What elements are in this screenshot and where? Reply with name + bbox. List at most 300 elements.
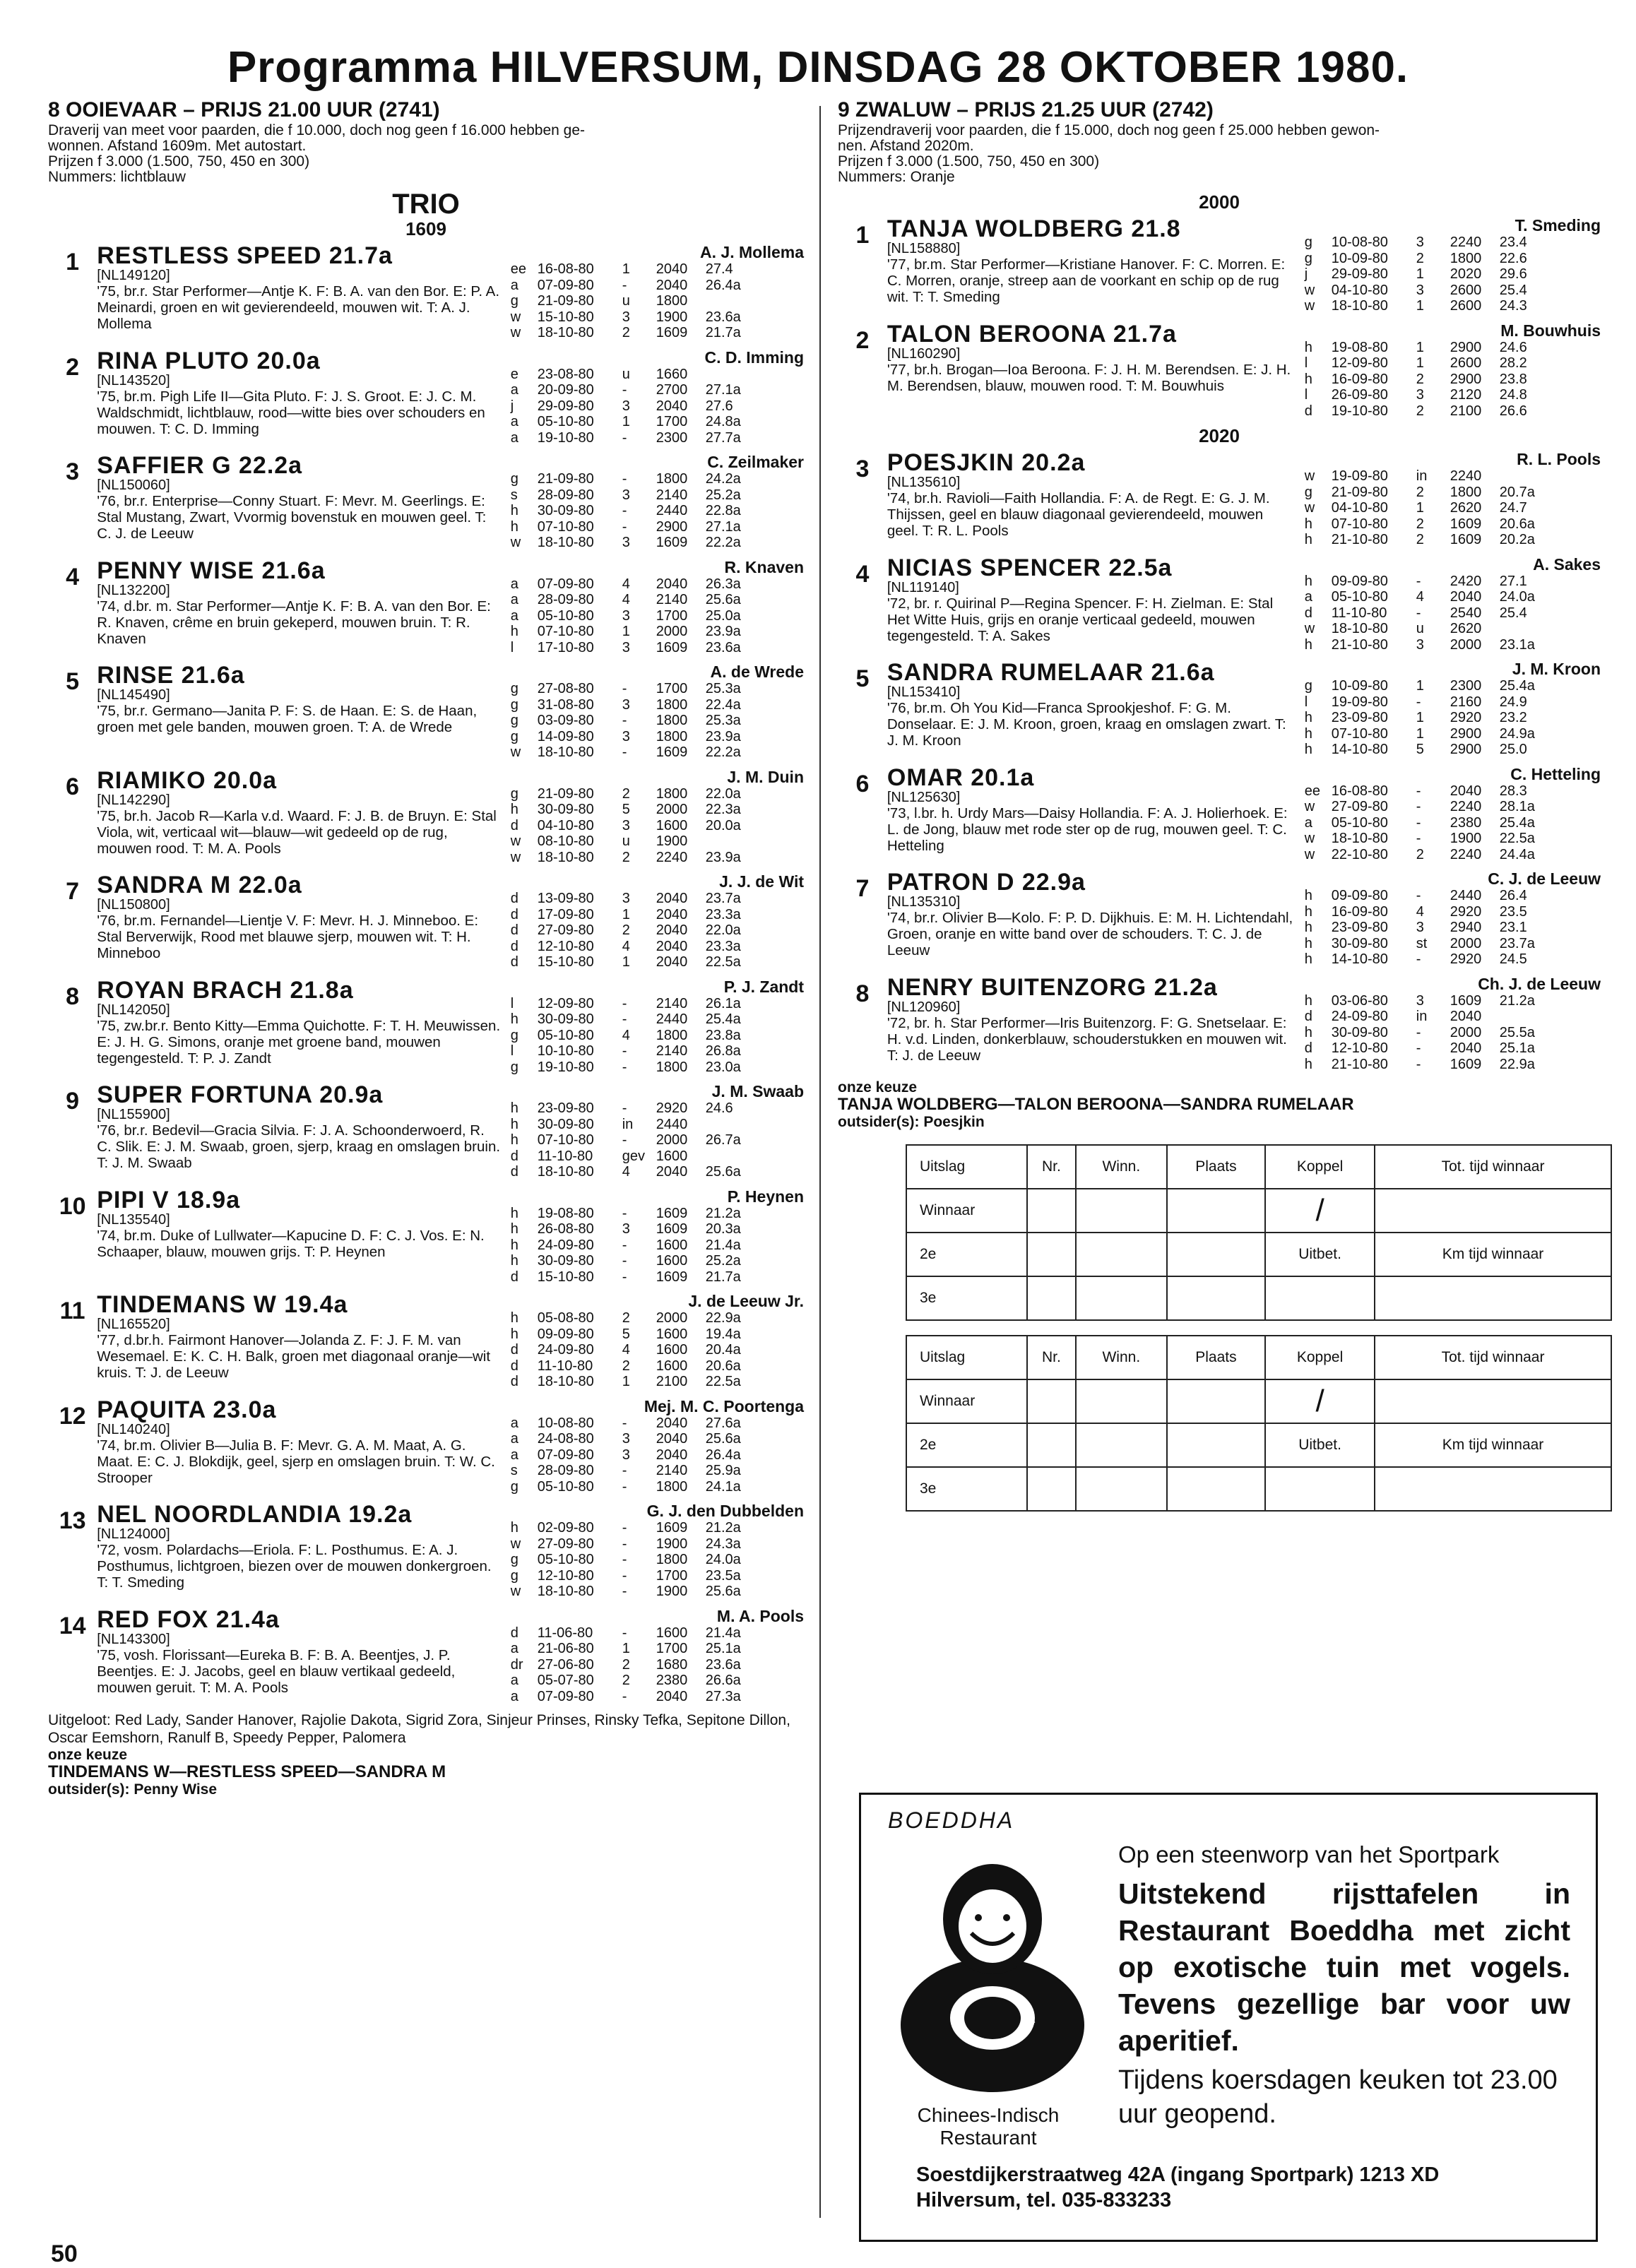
form-distance: 2000 xyxy=(1450,1024,1482,1040)
form-track: h xyxy=(1304,920,1312,935)
form-track: ee xyxy=(1304,783,1321,799)
form-date: 14-09-80 xyxy=(537,728,594,744)
form-date: 09-09-80 xyxy=(1331,888,1388,903)
form-date: 04-10-80 xyxy=(1331,282,1388,298)
form-place: 3 xyxy=(1416,920,1424,935)
form-row xyxy=(511,697,804,713)
form-row xyxy=(1305,468,1601,485)
form-place: - xyxy=(1416,1056,1421,1072)
form-date: 30-09-80 xyxy=(537,802,594,817)
form-place: u xyxy=(622,293,630,309)
form-time: 23.3a xyxy=(705,938,741,954)
horse-entry xyxy=(838,555,1601,653)
form-time: 25.3a xyxy=(705,713,741,728)
trainer-name: G. J. den Dubbelden xyxy=(646,1502,805,1520)
table-row xyxy=(906,1276,1611,1320)
horse-info xyxy=(887,660,1296,758)
form-date: 05-10-80 xyxy=(1331,589,1388,605)
form-row xyxy=(511,293,804,309)
ad-main-text: Uitstekend rijsttafelen in Restaurant Boeddha met zicht op exotische tuin met vogels. Tevens gezellige bar voor uw aperitief. xyxy=(1118,1877,1570,2057)
form-date: 17-10-80 xyxy=(537,639,594,655)
horse-registration: [NL142050] xyxy=(97,1002,170,1018)
form-distance: 2300 xyxy=(1450,678,1482,694)
horse-info xyxy=(97,1292,502,1390)
trainer-name: P. J. Zandt xyxy=(723,977,805,996)
form-track: a xyxy=(510,1447,518,1463)
form-place: - xyxy=(622,1552,627,1567)
form-distance: 2440 xyxy=(656,1011,688,1027)
horse-name: PENNY WISE 21.6a xyxy=(97,557,326,584)
form-place: 3 xyxy=(622,535,630,550)
form-distance: 1700 xyxy=(656,681,688,696)
form-row xyxy=(511,1463,804,1479)
form-distance: 2040 xyxy=(656,954,688,970)
form-place: 2 xyxy=(1416,371,1424,387)
horse-entry xyxy=(48,978,804,1076)
form-distance: 2440 xyxy=(656,503,688,518)
form-date: 19-10-80 xyxy=(1331,403,1388,419)
form-time: 22.3a xyxy=(705,802,741,817)
form-time: 25.0a xyxy=(705,607,741,624)
form-place: 3 xyxy=(1416,992,1424,1009)
form-place: - xyxy=(1416,814,1421,831)
form-date: 21-06-80 xyxy=(537,1641,594,1656)
trainer-name: M. Bouwhuis xyxy=(1500,321,1601,340)
horse-number: 13 xyxy=(59,1507,86,1534)
input-cell xyxy=(1076,1233,1167,1276)
form-place: - xyxy=(622,1688,627,1704)
form-row xyxy=(511,1673,804,1689)
form-table xyxy=(1305,660,1601,758)
form-date: 26-09-80 xyxy=(1331,387,1388,403)
row-label: Winnaar xyxy=(906,1189,1027,1233)
form-row xyxy=(511,996,804,1012)
form-distance: 2920 xyxy=(656,1100,688,1116)
form-date: 21-09-80 xyxy=(537,293,594,309)
form-row xyxy=(1305,993,1601,1009)
form-distance: 2040 xyxy=(656,261,688,277)
form-row xyxy=(511,1117,804,1133)
form-row xyxy=(511,1043,804,1059)
form-place: - xyxy=(1416,831,1421,846)
form-track: a xyxy=(510,429,518,446)
form-track: g xyxy=(1304,250,1312,266)
form-row xyxy=(1305,678,1601,694)
form-place: - xyxy=(1416,605,1421,621)
form-track: d xyxy=(510,891,518,906)
race-8-column xyxy=(48,99,804,1798)
horse-entry xyxy=(48,872,804,970)
form-time: 22.0a xyxy=(705,922,741,938)
form-row xyxy=(511,487,804,504)
form-date: 05-10-80 xyxy=(537,414,594,429)
form-place: 4 xyxy=(1416,903,1424,920)
form-time: 25.1a xyxy=(1499,1040,1535,1056)
form-time: 26.3a xyxy=(705,576,741,592)
form-place: 5 xyxy=(622,802,630,817)
form-track: g xyxy=(510,1567,518,1584)
form-distance: 2600 xyxy=(1450,298,1482,314)
form-place: 1 xyxy=(622,954,630,970)
form-track: e xyxy=(510,366,518,382)
form-date: 21-09-80 xyxy=(1331,484,1388,500)
form-place: 3 xyxy=(622,817,630,833)
form-date: 11-06-80 xyxy=(537,1625,593,1641)
form-date: 12-10-80 xyxy=(537,1567,594,1584)
form-time: 26.6a xyxy=(705,1673,741,1688)
horse-info xyxy=(97,453,502,551)
form-row xyxy=(511,1326,804,1343)
form-date: 29-09-80 xyxy=(537,398,594,414)
horse-name: ROYAN BRACH 21.8a xyxy=(97,976,354,1004)
form-row xyxy=(511,1358,804,1375)
form-date: 15-10-80 xyxy=(537,1269,594,1285)
horse-number: 11 xyxy=(59,1298,85,1324)
form-distance: 1800 xyxy=(656,728,688,744)
horse-number: 2 xyxy=(66,353,80,381)
form-place: in xyxy=(1416,1009,1428,1024)
result-tables xyxy=(838,1144,1601,1512)
distance-label: 1609 xyxy=(405,218,446,239)
form-row xyxy=(511,833,804,850)
form-place: 1 xyxy=(622,906,630,922)
form-row xyxy=(511,261,804,278)
form-track: g xyxy=(510,696,518,713)
form-time: 25.4a xyxy=(705,1011,741,1027)
horse-entry xyxy=(838,765,1601,863)
horse-number: 10 xyxy=(59,1192,86,1220)
input-cell xyxy=(1167,1379,1265,1423)
form-track: h xyxy=(510,1253,518,1269)
form-distance: 2920 xyxy=(1450,710,1482,725)
form-track: h xyxy=(1304,371,1312,387)
horse-name: POESJKIN 20.2a xyxy=(887,449,1086,476)
form-date: 10-09-80 xyxy=(1331,678,1388,694)
row-label: Winnaar xyxy=(906,1379,1027,1423)
horse-registration: [NL145490] xyxy=(97,687,170,703)
form-distance: 2120 xyxy=(1450,387,1482,403)
form-date: 18-10-80 xyxy=(1331,831,1388,846)
form-track: d xyxy=(510,1148,518,1164)
horse-entry xyxy=(48,1187,804,1286)
form-distance: 2040 xyxy=(1450,1040,1482,1056)
form-distance: 2040 xyxy=(656,891,688,906)
form-track: h xyxy=(1304,888,1312,903)
form-row xyxy=(511,1520,804,1536)
horse-info xyxy=(97,768,502,866)
horse-name: RINA PLUTO 20.0a xyxy=(97,347,321,374)
form-track: d xyxy=(510,1269,518,1285)
form-date: 27-09-80 xyxy=(537,1536,594,1552)
form-place: 3 xyxy=(622,1431,630,1447)
form-place: - xyxy=(622,1478,627,1495)
table-header-row xyxy=(906,1145,1611,1189)
horse-info xyxy=(887,975,1296,1073)
form-row xyxy=(511,278,804,294)
horse-number: 8 xyxy=(66,982,80,1010)
form-date: 05-10-80 xyxy=(537,1027,594,1043)
horse-number: 6 xyxy=(66,773,80,800)
form-track: g xyxy=(510,1027,518,1043)
horse-name: NEL NOORDLANDIA 19.2a xyxy=(97,1501,413,1528)
form-distance: 2040 xyxy=(656,1164,688,1180)
form-row xyxy=(511,1584,804,1600)
form-track: h xyxy=(1304,1056,1312,1072)
input-cell xyxy=(1076,1379,1167,1423)
form-track: w xyxy=(510,744,521,760)
horse-info xyxy=(97,558,502,656)
form-table xyxy=(511,1397,804,1495)
horse-number: 6 xyxy=(855,770,870,797)
keuze-value: TINDEMANS W—RESTLESS SPEED—SANDRA M xyxy=(48,1762,446,1781)
form-row xyxy=(511,608,804,624)
form-date: 21-10-80 xyxy=(1331,1056,1388,1072)
form-track: g xyxy=(510,785,518,802)
horse-entry xyxy=(48,348,804,446)
form-distance: 1680 xyxy=(656,1656,688,1673)
horse-name: NENRY BUITENZORG 21.2a xyxy=(887,973,1218,1001)
form-time: 24.5 xyxy=(1499,951,1527,967)
form-row xyxy=(511,907,804,923)
trainer-name: A. Sakes xyxy=(1533,554,1601,574)
form-place: - xyxy=(622,1253,627,1269)
form-place: - xyxy=(622,1625,627,1641)
form-track: h xyxy=(1304,992,1312,1009)
form-distance: 2040 xyxy=(656,1447,688,1463)
form-table xyxy=(1305,321,1601,420)
trainer-name: T. Smeding xyxy=(1515,216,1601,234)
form-row xyxy=(511,802,804,818)
horse-number: 1 xyxy=(66,249,80,275)
form-row xyxy=(1305,251,1601,267)
form-date: 28-09-80 xyxy=(537,1463,594,1478)
form-time: 24.8 xyxy=(1499,387,1527,403)
horse-number: 14 xyxy=(59,1612,86,1639)
form-date: 15-10-80 xyxy=(537,954,594,970)
table-header-cell: Nr. xyxy=(1027,1145,1076,1189)
horse-number: 3 xyxy=(66,458,80,485)
horse-description: '73, l.br. h. Urdy Mars—Daisy Hollandia. F: A. J. Holierhoek. E: L. de Jong, blauw met rode ster op de rug, mouwen geel. T: C. Hetteling xyxy=(887,805,1288,854)
horse-registration: [NL150060] xyxy=(97,477,170,493)
form-row xyxy=(511,729,804,745)
form-time: 22.2a xyxy=(705,744,741,760)
horse-name: TALON BEROONA 21.7a xyxy=(887,320,1177,348)
table-header-cell: Tot. tijd winnaar xyxy=(1375,1145,1611,1189)
form-time: 22.2a xyxy=(705,535,741,550)
form-date: 05-10-80 xyxy=(537,1552,594,1567)
form-place: - xyxy=(622,1043,627,1059)
form-distance: 2040 xyxy=(656,938,688,954)
form-time: 25.4 xyxy=(1499,605,1527,621)
form-row xyxy=(1305,742,1601,758)
form-distance: 2620 xyxy=(1450,500,1482,516)
form-track: h xyxy=(1304,935,1312,951)
form-row xyxy=(511,576,804,593)
horse-info xyxy=(97,1082,502,1180)
form-time: 22.4a xyxy=(705,696,741,713)
form-time: 20.6a xyxy=(1499,516,1535,532)
form-row xyxy=(511,503,804,519)
form-track: d xyxy=(510,1358,518,1374)
form-track: a xyxy=(1304,814,1312,831)
form-time: 27.1a xyxy=(705,382,741,398)
form-distance: 1660 xyxy=(656,366,688,382)
trainer-name: A. J. Mollema xyxy=(700,243,805,261)
form-track: g xyxy=(510,1552,518,1567)
input-cell xyxy=(1076,1189,1167,1233)
form-time: 25.4a xyxy=(1499,814,1535,831)
form-date: 05-10-80 xyxy=(537,1478,594,1495)
form-date: 24-09-80 xyxy=(1331,1009,1388,1024)
form-date: 07-10-80 xyxy=(537,1132,594,1148)
form-row xyxy=(1305,605,1601,622)
form-row xyxy=(511,1132,804,1148)
form-date: 11-10-80 xyxy=(1331,605,1387,621)
form-place: 3 xyxy=(622,309,630,325)
input-cell xyxy=(1167,1467,1265,1511)
form-date: 16-09-80 xyxy=(1331,903,1388,920)
form-track: a xyxy=(510,277,518,293)
form-place: 4 xyxy=(622,1027,630,1043)
form-track: l xyxy=(1304,694,1308,710)
form-track: l xyxy=(510,995,514,1011)
form-row xyxy=(1305,1057,1601,1073)
form-time: 29.6 xyxy=(1499,266,1527,282)
form-place: 2 xyxy=(1416,403,1424,419)
form-date: 05-10-80 xyxy=(537,607,594,624)
form-distance: 2540 xyxy=(1450,605,1482,621)
form-date: 19-09-80 xyxy=(1331,468,1388,484)
form-table xyxy=(511,663,804,761)
horse-name: PIPI V 18.9a xyxy=(97,1186,241,1213)
horse-description: '74, d.br. m. Star Performer—Antje K. F: B. A. van den Bor. E: R. Knaven, crême en bruin gekeperd, mouwen bruin. T: R. Knaven xyxy=(97,598,491,647)
form-track: l xyxy=(1304,387,1308,403)
form-row xyxy=(1305,726,1601,742)
horse-info xyxy=(97,978,502,1076)
form-row xyxy=(1305,340,1601,356)
horse-description: '75, vosh. Florissant—Eureka B. F: B. A. Beentjes, J. P. Beentjes. E: J. Jacobs, geel en blauw vertikaal gedeeld, mouwen geruit. T: M. A. Pools xyxy=(97,1646,456,1696)
form-row xyxy=(511,922,804,939)
input-cell xyxy=(1076,1467,1167,1511)
form-row xyxy=(1305,372,1601,388)
trainer-name: C. J. de Leeuw xyxy=(1488,869,1601,888)
form-track: j xyxy=(510,398,514,414)
form-row xyxy=(511,1269,804,1286)
form-track: a xyxy=(510,592,518,607)
form-distance: 2240 xyxy=(656,849,688,865)
form-distance: 2000 xyxy=(1450,636,1482,653)
form-distance: 1800 xyxy=(1450,250,1482,266)
form-place: 3 xyxy=(622,398,630,414)
form-time: 26.6 xyxy=(1499,403,1527,419)
form-date: 28-09-80 xyxy=(537,487,594,503)
form-time: 27.4 xyxy=(705,261,733,277)
form-date: 16-08-80 xyxy=(537,261,594,277)
form-track: d xyxy=(510,938,518,954)
form-date: 18-10-80 xyxy=(1331,621,1388,636)
input-cell xyxy=(1167,1423,1265,1467)
table-row xyxy=(906,1467,1611,1511)
form-time xyxy=(706,833,776,850)
horse-number: 4 xyxy=(66,563,80,590)
form-row xyxy=(511,382,804,398)
form-track: s xyxy=(510,487,518,503)
form-track: g xyxy=(510,713,518,728)
horse-entry xyxy=(48,1292,804,1390)
horse-name: PAQUITA 23.0a xyxy=(97,1396,277,1423)
horse-description: '72, vosm. Polardachs—Eriola. F: L. Posthumus. E: A. J. Posthumus, lichtgroen, biezen over de mouwen donkergroen. T: T. Smeding xyxy=(97,1542,492,1591)
form-date: 18-10-80 xyxy=(537,1584,594,1599)
form-track: a xyxy=(510,1641,518,1656)
form-time: 25.5a xyxy=(1499,1024,1535,1040)
form-row xyxy=(511,1011,804,1028)
keuze-label: onze keuze xyxy=(838,1079,918,1096)
form-track: h xyxy=(1304,1024,1312,1040)
form-time: 24.8a xyxy=(705,414,741,429)
horse-entry xyxy=(838,450,1601,548)
form-row xyxy=(511,1689,804,1705)
form-track: l xyxy=(510,1043,514,1059)
horse-entry xyxy=(48,1502,804,1600)
form-row xyxy=(1305,920,1601,936)
form-date: 23-09-80 xyxy=(1331,920,1388,935)
km-tijd-cell: Km tijd winnaar xyxy=(1375,1233,1611,1276)
trainer-name: J. M. Swaab xyxy=(711,1082,805,1100)
form-track: d xyxy=(510,922,518,938)
uitbet-cell: Uitbet. xyxy=(1265,1423,1375,1467)
horse-number: 7 xyxy=(855,875,870,902)
trainer-name: P. Heynen xyxy=(727,1187,805,1206)
form-track: d xyxy=(510,1374,518,1389)
horse-name: SAFFIER G 22.2a xyxy=(97,452,303,479)
form-distance: 1700 xyxy=(656,414,688,429)
form-date: 31-08-80 xyxy=(537,696,594,713)
horse-registration: [NL125630] xyxy=(887,789,961,805)
form-date: 09-09-80 xyxy=(537,1326,594,1342)
form-table xyxy=(511,1292,804,1390)
form-place: 2 xyxy=(622,1656,630,1673)
form-track: h xyxy=(510,624,518,639)
form-date: 19-10-80 xyxy=(537,1059,594,1075)
form-time: 23.6a xyxy=(705,309,741,325)
form-distance: 2620 xyxy=(1450,621,1482,636)
form-distance: 1800 xyxy=(656,471,688,487)
form-track: h xyxy=(510,1100,518,1116)
form-time: 24.2a xyxy=(705,471,741,487)
form-row xyxy=(1305,500,1601,516)
horse-info xyxy=(97,1502,502,1600)
input-cell xyxy=(1375,1189,1611,1233)
form-date: 24-08-80 xyxy=(537,1431,594,1447)
form-date: 20-09-80 xyxy=(537,382,594,398)
form-track: h xyxy=(510,1116,518,1132)
form-time: 24.6 xyxy=(1499,339,1527,355)
form-row xyxy=(1305,815,1601,831)
horse-entry xyxy=(838,216,1601,314)
form-distance: 2240 xyxy=(1450,846,1482,862)
form-time: 24.1a xyxy=(705,1478,741,1495)
table-header-cell: Nr. xyxy=(1027,1336,1076,1379)
form-track: a xyxy=(510,1673,518,1688)
form-distance: 1800 xyxy=(656,293,688,309)
form-distance: 1700 xyxy=(656,1641,688,1656)
form-place: 3 xyxy=(1416,234,1424,250)
form-track: h xyxy=(510,1205,518,1221)
form-distance: 1600 xyxy=(656,1358,688,1374)
form-track: w xyxy=(510,309,521,325)
form-row xyxy=(511,1148,804,1165)
form-track: d xyxy=(510,817,518,833)
